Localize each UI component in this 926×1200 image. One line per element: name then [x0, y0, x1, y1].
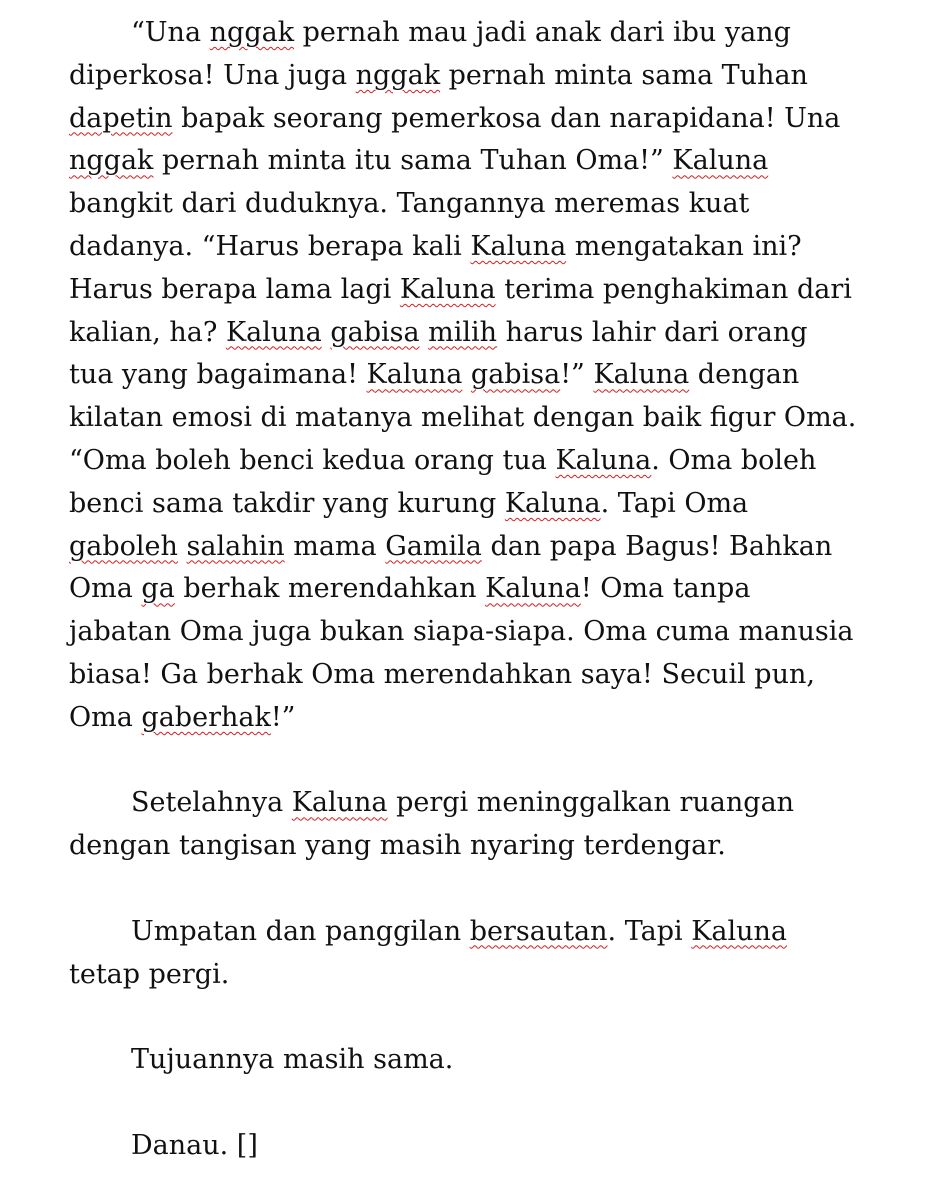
spellcheck-flagged-word[interactable]: Kaluna [555, 444, 652, 476]
paragraph[interactable] [69, 1125, 859, 1168]
paragraph[interactable] [69, 12, 859, 740]
text-run [178, 531, 187, 562]
text-run: mama [284, 530, 386, 562]
text-run: dengan kilatan emosi di matanya melihat dengan baik figur Oma. “Oma boleh benci kedua orang tua [69, 359, 857, 476]
spellcheck-flagged-word[interactable]: Gamila [385, 530, 482, 562]
text-run: tetap pergi. [69, 958, 230, 990]
text-run: !” [270, 701, 296, 733]
text-run: Danau. [] [131, 1129, 258, 1161]
text-run: mengatakan ini? Harus berapa lama lagi [69, 230, 802, 305]
spellcheck-flagged-word[interactable]: Kaluna [366, 359, 463, 391]
spellcheck-flagged-word[interactable]: Kaluna [672, 145, 769, 177]
text-run: terima penghakiman dari kalian, ha? [69, 273, 852, 348]
text-run: !” [560, 359, 594, 391]
text-run: Setelahnya [131, 787, 292, 819]
text-run [420, 317, 429, 348]
spellcheck-flagged-word[interactable]: ga [141, 573, 175, 605]
paragraph-gap [69, 1082, 859, 1125]
spellcheck-flagged-word[interactable]: Kaluna [593, 359, 690, 391]
text-run: . Tapi [607, 915, 692, 947]
text-run: Umpatan dan panggilan [131, 915, 470, 947]
spellcheck-flagged-word[interactable]: gaboleh [69, 530, 178, 562]
text-run: Tujuannya masih sama. [131, 1044, 454, 1076]
spellcheck-flagged-word[interactable]: Kaluna [399, 273, 496, 305]
spellcheck-flagged-word[interactable]: gabisa [470, 359, 561, 391]
spellcheck-flagged-word[interactable]: Kaluna [691, 915, 788, 947]
spellcheck-flagged-word[interactable]: Kaluna [470, 230, 567, 262]
text-run: harus lahir dari orang tua yang bagaimana! [69, 316, 808, 391]
spellcheck-flagged-word[interactable]: Kaluna [225, 316, 322, 348]
spellcheck-flagged-word[interactable]: dapetin [69, 102, 173, 134]
spellcheck-flagged-word[interactable]: milih [428, 316, 498, 348]
paragraph[interactable] [69, 1039, 859, 1082]
spellcheck-flagged-word[interactable]: gaberhak [141, 701, 271, 733]
spellcheck-flagged-word[interactable]: nggak [69, 145, 154, 177]
paragraph-gap [69, 868, 859, 911]
text-run: pernah minta sama Tuhan [440, 59, 808, 91]
paragraph[interactable] [69, 782, 859, 868]
spellcheck-flagged-word[interactable]: salahin [186, 530, 285, 562]
text-run: berhak merendahkan [174, 573, 486, 605]
text-run: pernah minta itu sama Tuhan Oma!” [153, 145, 673, 177]
paragraph-gap [69, 996, 859, 1039]
text-run: pernah mau jadi anak dari ibu yang diperkosa! Una juga [69, 17, 791, 91]
spellcheck-flagged-word[interactable]: nggak [209, 17, 295, 48]
spellcheck-flagged-word[interactable]: nggak [355, 59, 441, 91]
text-run: “Una [131, 17, 210, 48]
text-run: . Tapi Oma [600, 487, 749, 519]
text-run: . Oma boleh benci sama takdir yang kurung [69, 444, 817, 519]
text-run: bapak seorang pemerkosa dan narapidana! Una [172, 102, 841, 134]
spellcheck-flagged-word[interactable]: Kaluna [504, 487, 601, 519]
text-run: pergi meninggalkan ruangan dengan tangisan yang masih nyaring terdengar. [69, 787, 795, 862]
paragraph-gap [69, 740, 859, 783]
spellcheck-flagged-word[interactable]: gabisa [330, 316, 420, 348]
text-run: dan papa Bagus! Bahkan Oma [69, 530, 833, 605]
spellcheck-flagged-word[interactable]: bersautan [469, 915, 608, 947]
spellcheck-flagged-word[interactable]: Kaluna [485, 573, 581, 605]
spellcheck-flagged-word[interactable]: Kaluna [291, 787, 388, 819]
text-run: ! Oma tanpa jabatan Oma juga bukan siapa-siapa. Oma cuma manusia biasa! Ga berhak Oma merendahkan saya! Secuil pun, Oma [69, 573, 854, 733]
paragraph[interactable] [69, 911, 859, 997]
text-run [462, 359, 471, 390]
document-body[interactable] [69, 12, 859, 1168]
text-run: bangkit dari duduknya. Tangannya meremas kuat dadanya. “Harus berapa kali [69, 188, 750, 262]
